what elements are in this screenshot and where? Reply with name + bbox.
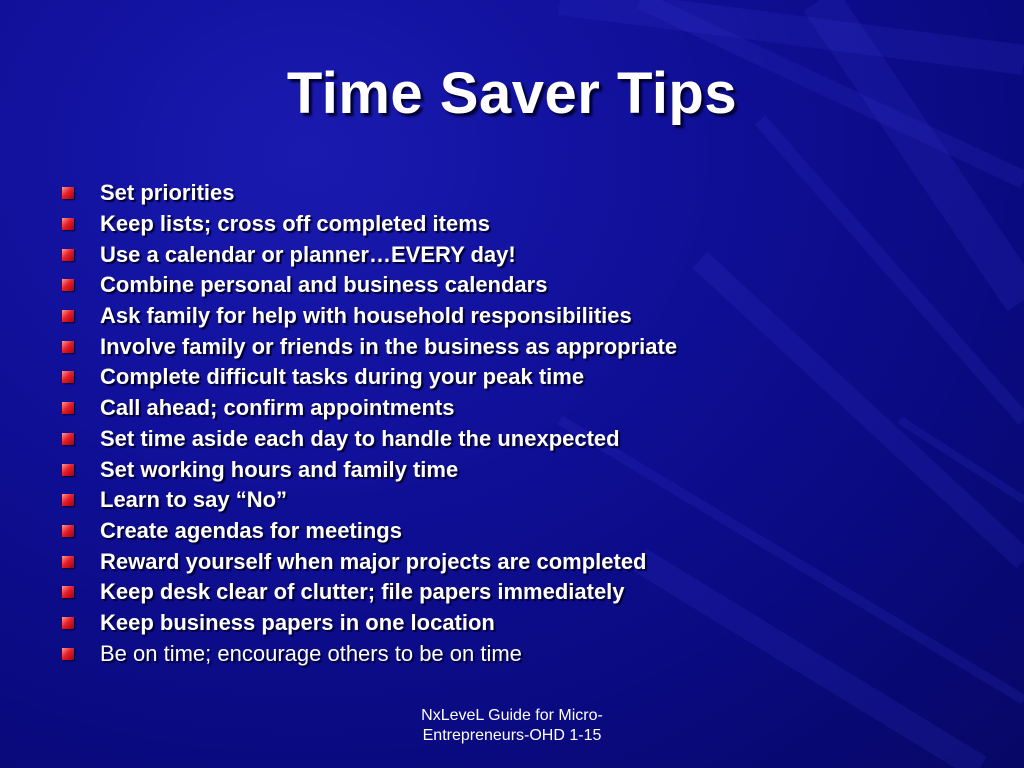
bullet-square-icon: [62, 371, 74, 383]
tip-text: Create agendas for meetings: [100, 517, 402, 543]
bullet-square-icon: [62, 310, 74, 322]
bullet-square-icon: [62, 341, 74, 353]
tip-text: Keep lists; cross off completed items: [100, 211, 490, 237]
list-item: [62, 577, 677, 608]
list-item: [62, 393, 677, 424]
bullet-square-icon: [62, 279, 74, 291]
tip-text: Be on time; encourage others to be on time: [100, 640, 522, 666]
bullet-square-icon: [62, 249, 74, 261]
tip-text: Involve family or friends in the business as appropriate: [100, 333, 678, 359]
list-item: [62, 485, 677, 516]
list-item: [62, 209, 677, 240]
bullet-square-icon: [62, 187, 74, 199]
slide-title: Time Saver Tips: [286, 61, 738, 126]
list-item: [62, 178, 677, 209]
bullet-square-icon: [62, 648, 74, 660]
bullet-square-icon: [62, 525, 74, 537]
list-item: [62, 270, 677, 301]
list-item: [62, 331, 677, 362]
tip-text: Set time aside each day to handle the unexpected: [100, 425, 620, 451]
tip-text: Keep desk clear of clutter; file papers immediately: [100, 579, 625, 605]
bullet-square-icon: [62, 494, 74, 506]
bullet-square-icon: [62, 218, 74, 230]
slide-footer: [362, 706, 662, 746]
tips-list: [62, 178, 677, 669]
list-item: [62, 516, 677, 547]
list-item: [62, 301, 677, 332]
bullet-square-icon: [62, 433, 74, 445]
tip-text: Keep business papers in one location: [100, 609, 495, 635]
list-item: [62, 239, 677, 270]
tip-text: Learn to say “No”: [100, 487, 288, 513]
list-item: [62, 362, 677, 393]
tip-text: Set working hours and family time: [100, 456, 459, 482]
tip-text: Call ahead; confirm appointments: [100, 395, 455, 421]
footer-line-1: NxLeveL Guide for Micro-: [421, 707, 603, 724]
tip-text: Ask family for help with household responsibilities: [100, 303, 632, 329]
bullet-square-icon: [62, 586, 74, 598]
list-item: [62, 454, 677, 485]
list-item: [62, 424, 677, 455]
bullet-square-icon: [62, 617, 74, 629]
list-item: [62, 638, 677, 669]
tip-text: Set priorities: [100, 180, 235, 206]
list-item: [62, 546, 677, 577]
tip-text: Combine personal and business calendars: [100, 272, 548, 298]
bullet-square-icon: [62, 402, 74, 414]
bullet-square-icon: [62, 464, 74, 476]
tip-text: Use a calendar or planner…EVERY day!: [100, 241, 516, 267]
tip-text: Complete difficult tasks during your peak time: [100, 364, 585, 390]
tip-text: Reward yourself when major projects are completed: [100, 548, 647, 574]
list-item: [62, 608, 677, 639]
bullet-square-icon: [62, 556, 74, 568]
footer-line-2: Entrepreneurs-OHD 1-15: [422, 727, 602, 744]
